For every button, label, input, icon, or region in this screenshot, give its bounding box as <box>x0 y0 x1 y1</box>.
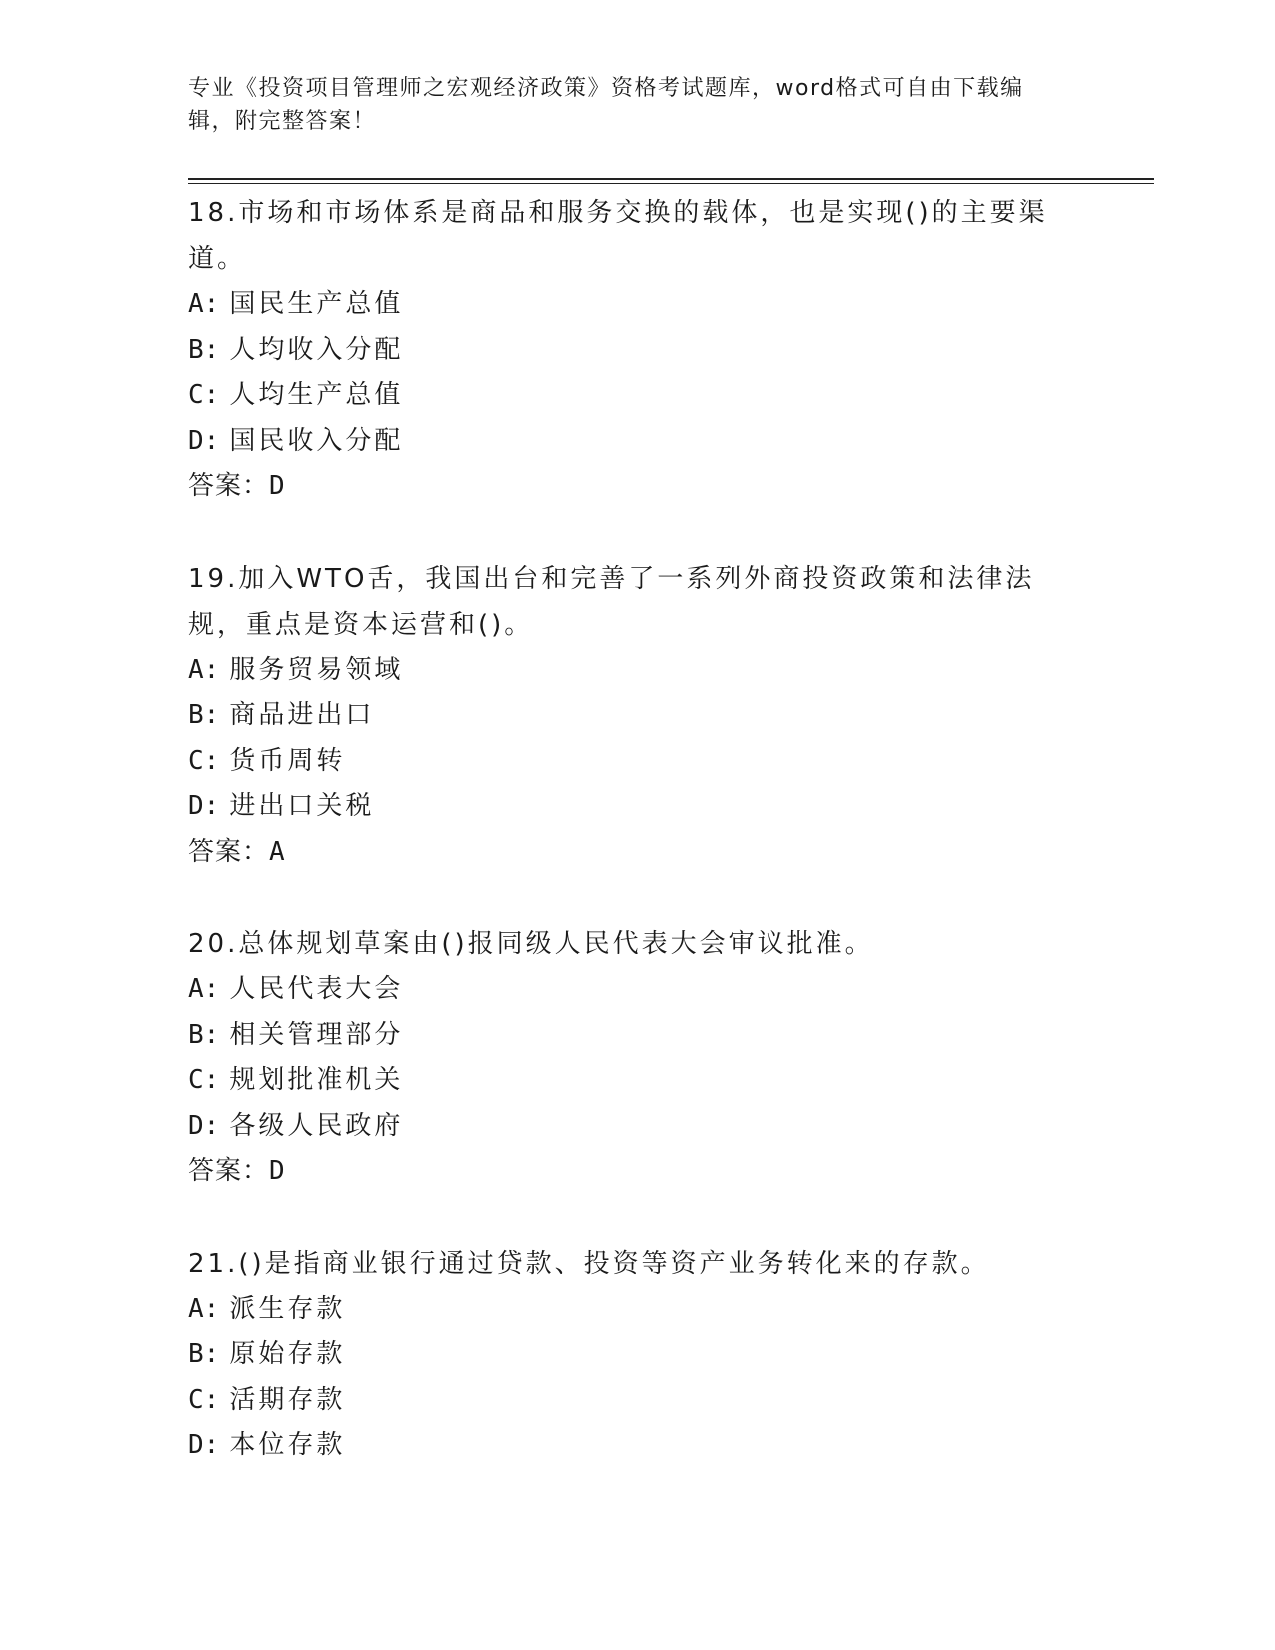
option-letter: D: <box>188 1110 220 1141</box>
option-letter: B: <box>188 1019 220 1050</box>
option-b <box>188 1332 1088 1378</box>
option-c <box>188 739 1088 785</box>
question-stem: 19.加入WTO舌，我国出台和完善了一系列外商投资政策和法律法规，重点是资本运营和()。 <box>188 563 1035 640</box>
answer-line <box>188 1149 1088 1195</box>
option-letter: A: <box>188 654 220 685</box>
option-letter: A: <box>188 289 220 319</box>
option-a <box>188 648 1088 694</box>
option-d <box>188 1423 1088 1469</box>
answer-label: 答案： <box>188 1156 270 1186</box>
option-letter: C: <box>188 380 220 410</box>
option-c <box>188 1058 1088 1104</box>
header-divider-thin <box>188 183 1154 184</box>
answer-value: D <box>269 1156 286 1186</box>
option-letter: A: <box>188 1293 220 1324</box>
option-d <box>188 784 1088 830</box>
option-text: 人均生产总值 <box>229 380 404 410</box>
option-b <box>188 693 1088 739</box>
option-letter: D: <box>188 1430 220 1460</box>
question-stem: 21.()是指商业银行通过贷款、投资等资产业务转化来的存款。 <box>188 1248 990 1279</box>
option-text: 规划批准机关 <box>229 1065 404 1095</box>
option-a <box>188 1287 1088 1333</box>
option-text: 本位存款 <box>229 1430 346 1460</box>
answer-value: D <box>269 471 286 501</box>
question-list <box>188 190 1088 1469</box>
option-text: 人均收入分配 <box>229 334 404 365</box>
option-letter: B: <box>188 334 220 365</box>
option-text: 国民收入分配 <box>229 425 404 456</box>
option-text: 进出口关税 <box>229 791 375 821</box>
option-text: 派生存款 <box>229 1293 346 1324</box>
answer-label: 答案： <box>188 471 270 501</box>
option-letter: B: <box>188 700 220 730</box>
option-c <box>188 1378 1088 1424</box>
option-text: 服务贸易领域 <box>229 654 404 685</box>
option-letter: C: <box>188 1384 220 1415</box>
option-text: 人民代表大会 <box>229 974 404 1004</box>
answer-line <box>188 464 1088 510</box>
option-letter: D: <box>188 791 220 821</box>
question-20 <box>188 921 1088 1195</box>
option-letter: C: <box>188 1065 220 1095</box>
question-stem: 20.总体规划草案由()报同级人民代表大会审议批准。 <box>188 929 874 959</box>
question-21 <box>188 1241 1088 1469</box>
option-b <box>188 1013 1088 1059</box>
option-letter: B: <box>188 1339 220 1369</box>
option-letter: A: <box>188 974 220 1004</box>
option-c <box>188 373 1088 419</box>
question-19 <box>188 556 1088 876</box>
answer-value: A <box>269 836 286 867</box>
option-text: 货币周转 <box>229 745 346 776</box>
option-a <box>188 282 1088 328</box>
option-text: 原始存款 <box>229 1339 346 1369</box>
answer-line <box>188 830 1088 876</box>
option-d <box>188 1104 1088 1150</box>
option-text: 商品进出口 <box>229 700 375 730</box>
answer-label: 答案： <box>188 836 270 867</box>
question-18 <box>188 190 1088 510</box>
header-divider-thick <box>188 178 1154 180</box>
document-header: 专业《投资项目管理师之宏观经济政策》资格考试题库，word格式可自由下载编辑，附完整答案！ <box>188 76 1024 134</box>
option-text: 活期存款 <box>229 1384 346 1415</box>
option-letter: D: <box>188 425 220 456</box>
option-b <box>188 328 1088 374</box>
option-a <box>188 967 1088 1013</box>
option-text: 国民生产总值 <box>229 289 404 319</box>
option-letter: C: <box>188 745 220 776</box>
option-d <box>188 419 1088 465</box>
option-text: 各级人民政府 <box>229 1110 404 1141</box>
option-text: 相关管理部分 <box>229 1019 404 1050</box>
question-stem: 18.市场和市场体系是商品和服务交换的载体，也是实现()的主要渠道。 <box>188 198 1048 274</box>
